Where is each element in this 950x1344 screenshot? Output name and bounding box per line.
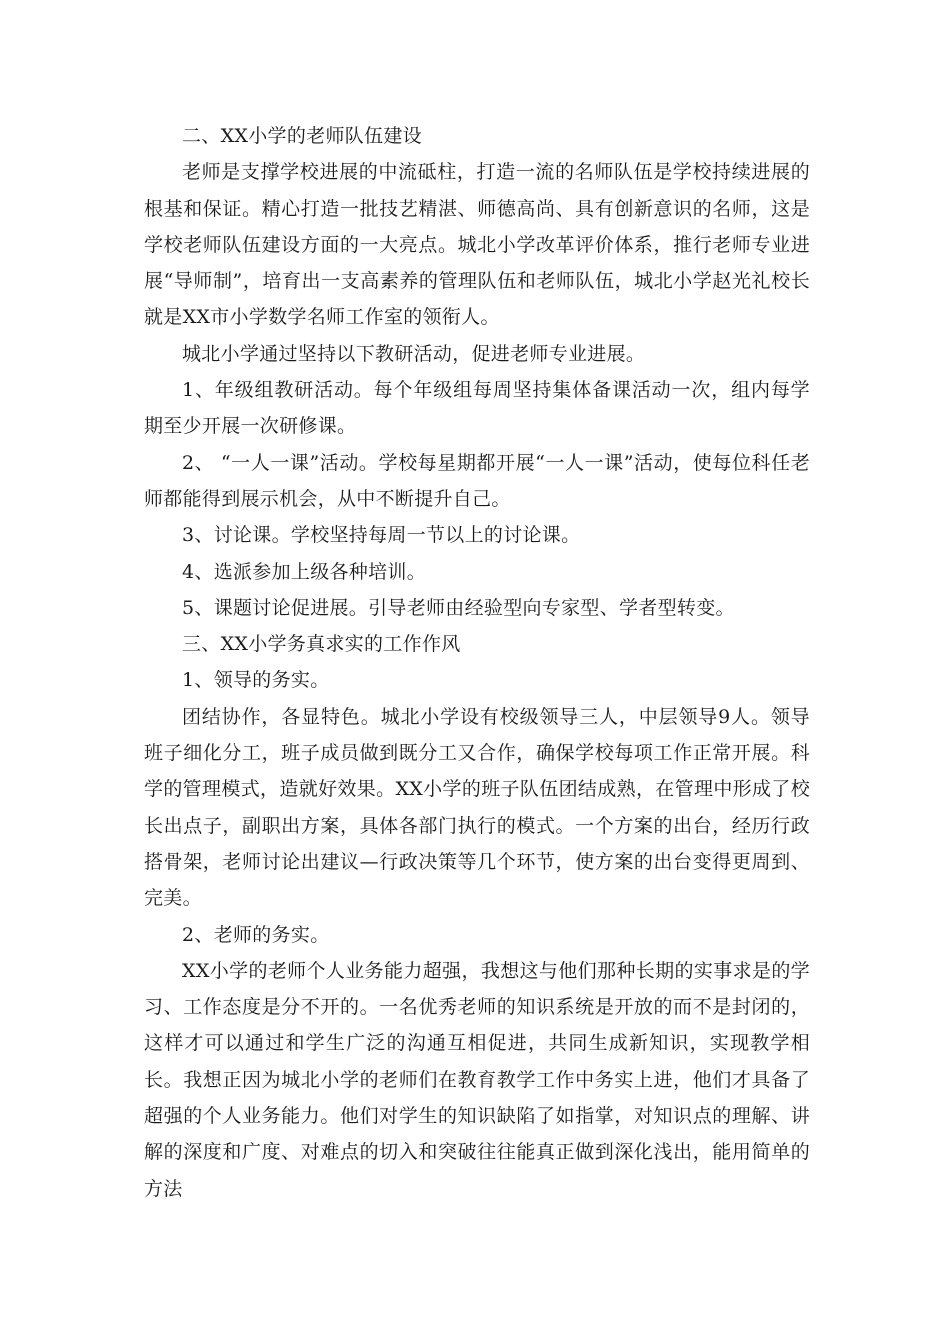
list-item-grade-research: 1、年级组教研活动。每个年级组每周坚持集体备课活动一次，组内每学期至少开展一次研修课。 [144, 379, 810, 438]
section-heading-work-style: 三、XX小学务真求实的工作作风 [182, 633, 461, 656]
paragraph-research-activities-intro: 城北小学通过坚持以下教研活动，促进老师专业进展。 [182, 342, 646, 365]
list-item-research-topics: 5、课题讨论促进展。引导老师由经验型向专家型、学者型转变。 [182, 596, 735, 619]
list-item-one-person-one-lesson: 2、 “一人一课”活动。学校每星期都开展“一人一课”活动，使每位科任老师都能得到展示机会，从中不断提升自己。 [144, 451, 810, 510]
subheading-leadership: 1、领导的务实。 [182, 669, 330, 692]
section-heading-teacher-team: 二、XX小学的老师队伍建设 [182, 125, 422, 147]
paragraph-leadership: 团结协作，各显特色。城北小学设有校级领导三人，中层领导9人。领导班子细化分工，班子成员做到既分工又合作，确保学校每项工作正常开展。科学的管理模式，造就好效果。XX小学的班子队伍团结成熟，在管理中形成了校长出点子，副职出方案，具体各部门执行的模式。一个方案的出台，经历行政搭骨架，老师讨论出建议—行政决策等几个环节，使方案的出台变得更周到、完美。 [144, 705, 810, 910]
list-item-discussion-lesson: 3、讨论课。学校坚持每周一节以上的讨论课。 [182, 524, 581, 547]
document-body [144, 118, 810, 1207]
subheading-teachers: 2、老师的务实。 [182, 923, 330, 946]
paragraph-teachers: XX小学的老师个人业务能力超强，我想这与他们那种长期的实事求是的学习、工作态度是分不开的。一名优秀老师的知识系统是开放的而不是封闭的，这样才可以通过和学生广泛的沟通互相促进，共同生成新知识，实现教学相长。我想正因为城北小学的老师们在教育教学工作中务实上进，他们才具备了超强的个人业务能力。他们对学生的知识缺陷了如指掌，对知识点的理解、讲解的深度和广度、对难点的切入和突破往往能真正做到深化浅出，能用简单的方法 [144, 959, 810, 1200]
paragraph-teacher-team-intro: 老师是支撑学校进展的中流砥柱，打造一流的名师队伍是学校持续进展的根基和保证。精心打造一批技艺精湛、师德高尚、具有创新意识的名师，这是学校老师队伍建设方面的一大亮点。城北小学改革评价体系，推行老师专业进展“导师制”，培育出一支高素养的管理队伍和老师队伍，城北小学赵光礼校长就是XX市小学数学名师工作室的领衔人。 [144, 161, 810, 329]
list-item-training: 4、选派参加上级各种培训。 [182, 560, 426, 583]
